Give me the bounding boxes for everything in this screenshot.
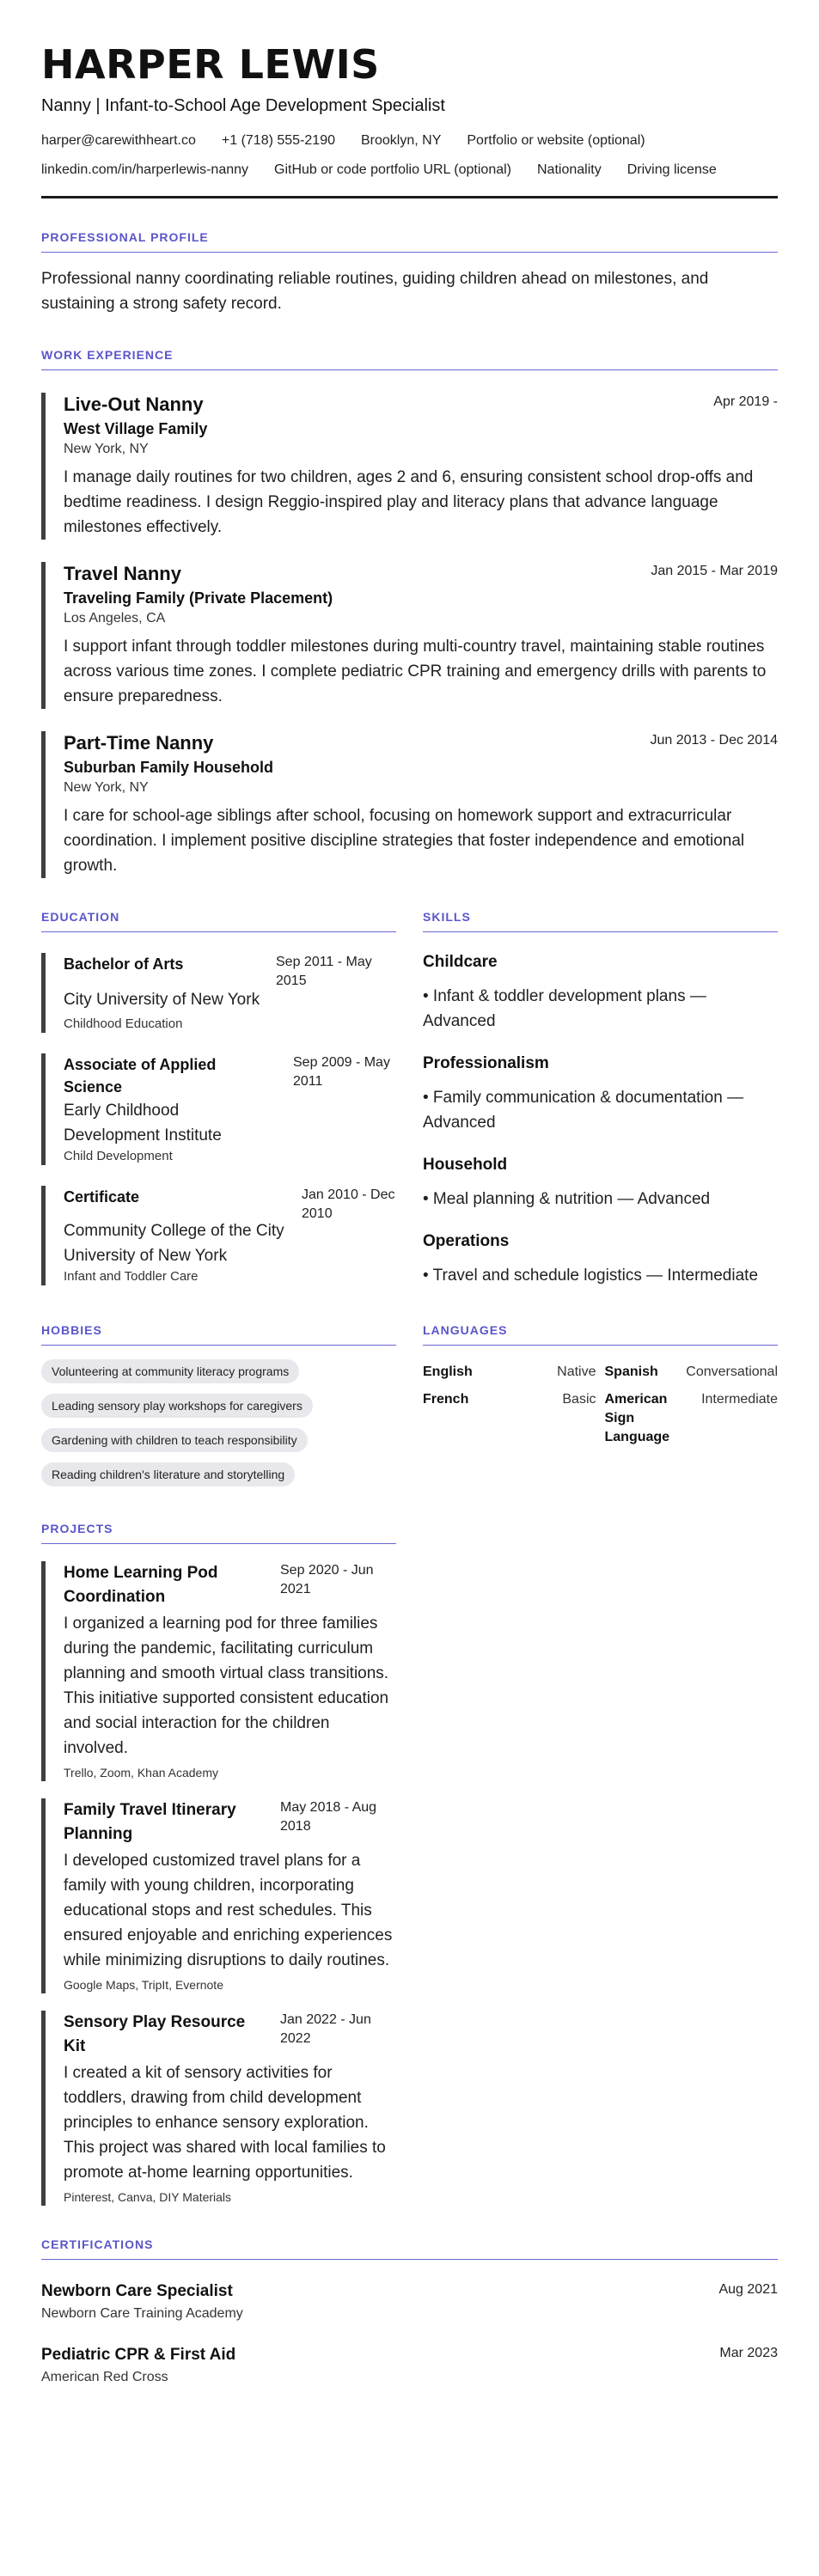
skill-item: • Meal planning & nutrition — Advanced [423,1190,711,1208]
job-title: Live-Out Nanny [64,394,204,415]
hobbies-languages-row [41,1322,778,1486]
certification-issuer: Newborn Care Training Academy [41,2306,243,2321]
contact-location: Brooklyn, NY [361,133,442,148]
school: Community College of the City University of New York [64,1222,284,1265]
job-date: Jun 2013 - Dec 2014 [650,733,778,748]
employer: Traveling Family (Private Placement) [64,589,333,607]
job-location: New York, NY [64,442,149,456]
section-title-skills: SKILLS [423,909,778,932]
project-entry [41,1798,396,1993]
education-entry [41,1053,396,1165]
project-tools: Trello, Zoom, Khan Academy [64,1766,219,1779]
language-name: American Sign Language [604,1392,670,1444]
school: Early Childhood Development Institute [64,1102,222,1145]
project-tools: Google Maps, TripIt, Evernote [64,1978,223,1992]
skill-item: • Infant & toddler development plans — Advanced [423,987,706,1030]
degree: Associate of Applied Science [64,1056,217,1096]
skill-item: • Travel and schedule logistics — Intermediate [423,1267,759,1285]
employer: West Village Family [64,420,208,437]
profile-text: Professional nanny coordinating reliable routines, guiding children ahead on milestones, and sustaining a strong safety record. [41,270,709,313]
contact-github[interactable]: GitHub or code portfolio URL (optional) [274,162,511,177]
job-description: I manage daily routines for two children, ages 2 and 6, ensuring consistent school drop-offs and bedtime readiness. I design Reggio-inspired play and literacy plans that advance language milestones effectively. [64,468,754,536]
employer: Suburban Family Household [64,759,274,776]
field-of-study: Childhood Education [64,1016,183,1031]
job-description: I support infant through toddler milestones during multi-country travel, maintaining stable routines across various time zones. I complete pediatric CPR training and emergency drills with parents to ensure preparedness. [64,638,767,705]
language-item [605,1363,779,1382]
project-title: Home Learning Pod Coordination [64,1564,218,1606]
section-title-work: WORK EXPERIENCE [41,347,778,370]
hobbies-section [41,1322,396,1486]
work-entry [41,393,778,540]
school: City University of New York [64,991,260,1009]
section-title-certifications: CERTIFICATIONS [41,2237,778,2260]
language-name: Spanish [604,1364,658,1379]
degree: Bachelor of Arts [64,955,184,973]
job-date: Jan 2015 - Mar 2019 [651,564,778,578]
project-entry [41,2011,396,2206]
section-title-languages: LANGUAGES [423,1322,778,1346]
skill-category: Household [423,1156,508,1174]
skills-section [423,909,778,1288]
skill-category: Operations [423,1232,510,1250]
project-description: I developed customized travel plans for a family with young children, incorporating educational stops and rest schedules. This ensured enjoyable and enriching experiences while minimizing disruptions to daily routines. [64,1852,393,1969]
language-name: French [423,1392,469,1407]
job-location: New York, NY [64,780,149,795]
contact-list [41,132,778,179]
certification-issuer: American Red Cross [41,2370,168,2384]
contact-nationality: Nationality [537,162,602,177]
project-tools: Pinterest, Canva, DIY Materials [64,2190,232,2204]
skill-category: Childcare [423,953,498,971]
project-date: May 2018 - Aug 2018 [280,1800,377,1834]
certification-entry [41,2280,778,2323]
job-location: Los Angeles, CA [64,611,166,626]
certification-name: Newborn Care Specialist [41,2282,233,2300]
project-date: Jan 2022 - Jun 2022 [280,2012,371,2046]
education-entry [41,1186,396,1285]
candidate-headline: Nanny | Infant-to-School Age Development Specialist [41,96,445,115]
certification-entry [41,2344,778,2387]
section-title-profile: PROFESSIONAL PROFILE [41,229,778,253]
contact-phone[interactable]: +1 (718) 555-2190 [221,133,335,148]
language-item [605,1390,779,1447]
language-level: Basic [562,1392,596,1407]
education-date: Jan 2010 - Dec 2010 [302,1187,395,1221]
contact-linkedin[interactable]: linkedin.com/in/harperlewis-nanny [41,162,249,177]
section-title-hobbies: HOBBIES [41,1322,396,1346]
education-date: Sep 2009 - May 2011 [293,1055,390,1089]
language-name: English [423,1364,473,1379]
language-level: Intermediate [701,1392,778,1407]
language-item [423,1363,596,1382]
field-of-study: Infant and Toddler Care [64,1269,199,1284]
header-divider [41,196,778,198]
education-skills-row [41,909,778,1288]
project-entry [41,1561,396,1781]
work-entry [41,562,778,709]
contact-portfolio[interactable]: Portfolio or website (optional) [467,133,645,148]
certifications-section [41,2237,778,2387]
hobby-tag: Reading children's literature and storytelling [41,1462,295,1486]
language-level: Native [557,1364,596,1379]
language-item [423,1390,596,1447]
job-title: Travel Nanny [64,563,181,584]
project-description: I organized a learning pod for three families during the pandemic, facilitating curriculum planning and smooth virtual class transitions. This initiative supported consistent education and social interaction for the children involved. [64,1615,389,1757]
job-title: Part-Time Nanny [64,732,214,754]
profile-section [41,229,778,316]
hobby-tag: Leading sensory play workshops for caregivers [41,1394,313,1418]
skill-category: Professionalism [423,1054,549,1072]
project-description: I created a kit of sensory activities for toddlers, drawing from child development principles to enhance sensory exploration. This project was shared with local families to promote at-home learning opportunities. [64,2064,386,2182]
contact-driving-license: Driving license [626,162,717,177]
language-level: Conversational [686,1364,778,1379]
project-title: Family Travel Itinerary Planning [64,1801,236,1843]
job-date: Apr 2019 - [713,394,778,409]
education-entry [41,953,396,1033]
certification-date: Mar 2023 [719,2346,778,2360]
section-title-education: EDUCATION [41,909,396,932]
hobby-tag: Gardening with children to teach responsibility [41,1428,308,1452]
certification-date: Aug 2021 [718,2282,778,2297]
work-entry [41,731,778,878]
resume-header [41,41,778,198]
language-list [423,1363,778,1447]
education-date: Sep 2011 - May 2015 [276,955,372,988]
hobby-tag: Volunteering at community literacy programs [41,1359,299,1383]
skill-item: • Family communication & documentation — Advanced [423,1089,744,1132]
contact-email[interactable]: harper@carewithheart.co [41,133,196,148]
candidate-name: HARPER LEWIS [41,41,380,88]
job-description: I care for school-age siblings after school, focusing on homework support and extracurricular coordination. I implement positive discipline strategies that foster independence and emotional growth. [64,807,745,875]
projects-section [41,1521,396,2206]
section-title-projects: PROJECTS [41,1521,396,1544]
project-date: Sep 2020 - Jun 2021 [280,1563,374,1596]
education-section [41,909,396,1288]
project-title: Sensory Play Resource Kit [64,2013,246,2055]
field-of-study: Child Development [64,1149,173,1163]
hobby-list [41,1359,396,1486]
degree: Certificate [64,1188,140,1206]
certification-name: Pediatric CPR & First Aid [41,2346,236,2364]
work-section [41,347,778,878]
languages-section [423,1322,778,1486]
